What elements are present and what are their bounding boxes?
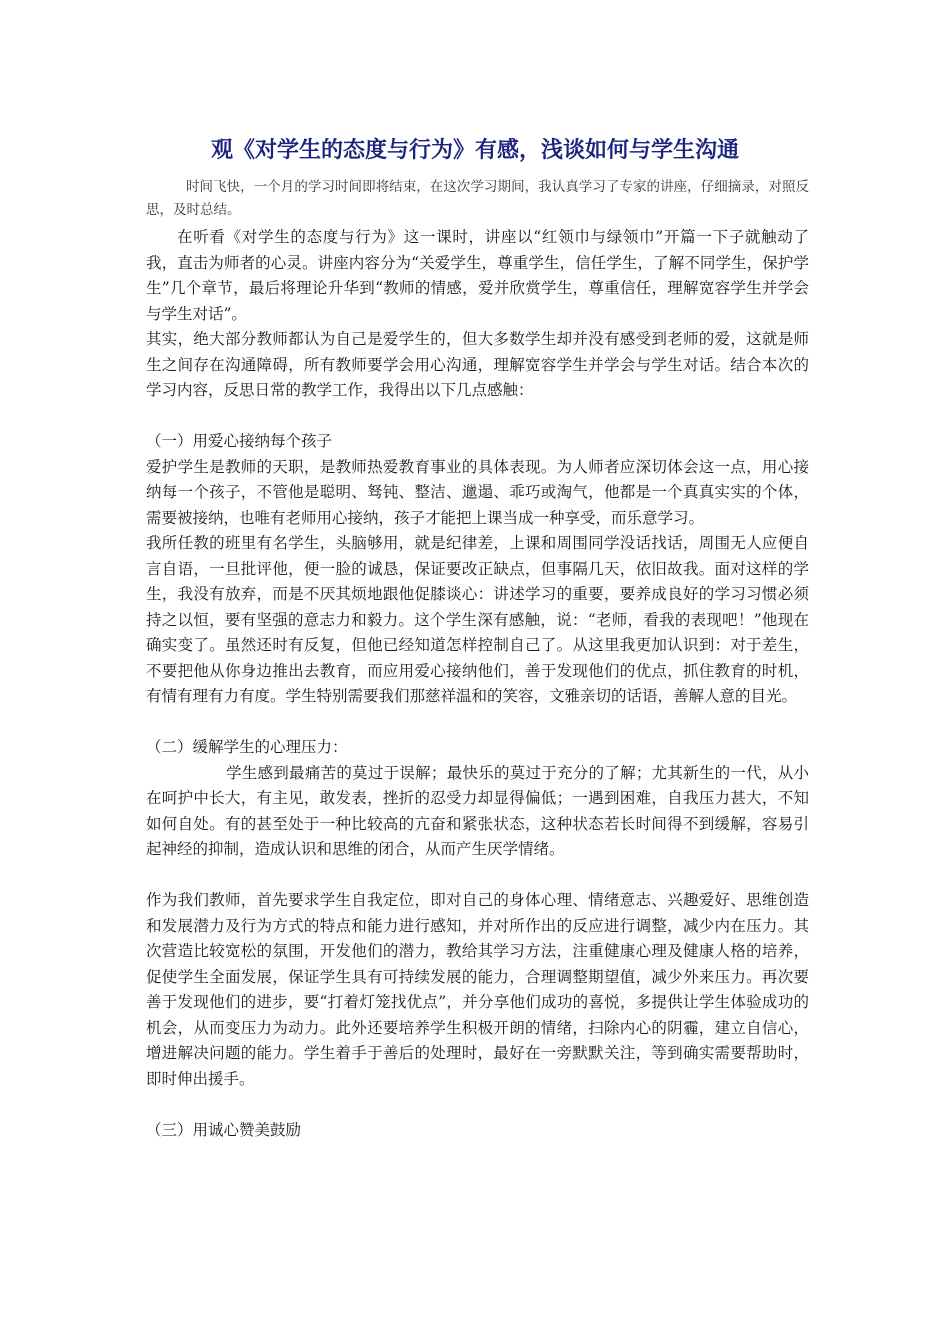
paragraph-teacher-methods: 作为我们教师，首先要求学生自我定位，即对自己的身体心理、情绪意志、兴趣爱好、思维创造和发展潜力及行为方式的特点和能力进行感知，并对所作出的反应进行调整，减少内在压力。其次营造比较宽松的氛围，开发他们的潜力，教给其学习方法，注重健康心理及健康人格的培养，促使学生全面发展，保证学生具有可持续发展的能力，合理调整期望值，减少外来压力。再次要善于发现他们的进步，要“打着灯笼找优点”，并分享他们成功的喜悦，多提供让学生体验成功的机会，从而变压力为动力。此外还要培养学生积极开朗的情绪，扫除内心的阴霾，建立自信心，增进解决问题的能力。学生着手于善后的处理时，最好在一旁默默关注，等到确实需要帮助时，即时伸出援手。: [146, 891, 809, 1088]
section-heading-3: （三）用诚心赞美鼓励: [146, 1120, 302, 1139]
paragraph-student-story: 我所任教的班里有名学生，头脑够用，就是纪律差，上课和周围同学没话找话，周围无人应便自言自语，一旦批评他，便一脸的诚恳，保证要改正缺点，但事隔几天，依旧故我。面对这样的学生，我没有放弃，而是不厌其烦地跟他促膝谈心：讲述学习的重要，要养成良好的学习习惯必须持之以恒，要有坚强的意志力和毅力。这个学生深有感触，说：“老师，看我的表现吧！”他现在确实变了。虽然还时有反复，但他已经知道怎样控制自己了。从这里我更加认识到：对于差生，不要把他从你身边推出去教育，而应用爱心接纳他们，善于发现他们的优点，抓住教育的时机，有情有理有力有度。学生特别需要我们那慈祥温和的笑容，文雅亲切的话语，善解人意的目光。: [146, 534, 809, 705]
section-heading-2: （二）缓解学生的心理压力：: [146, 738, 348, 756]
paragraph-lecture-summary: 在听看《对学生的态度与行为》这一课时，讲座以“红领巾与绿领巾”开篇一下子就触动了我，直击为师者的心灵。讲座内容分为“关爱学生，尊重学生，信任学生，了解不同学生，保护学生”几个章节，最后将理论升华到“教师的情感，爱并欣赏学生，尊重信任，理解宽容学生并学会与学生对话”。: [146, 228, 809, 323]
blank-line: [146, 1092, 809, 1118]
section-heading-1: （一）用爱心接纳每个孩子: [146, 432, 333, 450]
document-title: 观《对学生的态度与行为》有感，浅谈如何与学生沟通: [210, 138, 739, 163]
blank-line: [146, 863, 809, 889]
paragraph-reflection: 其实，绝大部分教师都认为自己是爱学生的，但大多数学生却并没有感受到老师的爱，这就是师生之间存在沟通障碍，所有教师要学会用心沟通，理解宽容学生并学会与学生对话。结合本次的学习内容，反思日常的教学工作，我得出以下几点感触：: [146, 330, 809, 399]
document-body: [146, 176, 809, 1143]
blank-line: [146, 404, 809, 430]
paragraph-student-pressure: 学生感到最痛苦的莫过于误解；最快乐的莫过于充分的了解；尤其新生的一代，从小在呵护中长大，有主见，敢发表，挫折的忍受力却显得偏低；一遇到困难，自我压力甚大，不知如何自处。有的甚至处于一种比较高的亢奋和紧张状态，这种状态若长时间得不到缓解，容易引起神经的抑制，造成认识和思维的闭合，从而产生厌学情绪。: [146, 763, 809, 858]
intro-paragraph: 时间飞快，一个月的学习时间即将结束，在这次学习期间，我认真学习了专家的讲座，仔细摘录，对照反思，及时总结。: [146, 179, 809, 218]
paragraph-accept-children: 爱护学生是教师的天职，是教师热爱教育事业的具体表现。为人师者应深切体会这一点，用心接纳每一个孩子，不管他是聪明、驽钝、整洁、邋遢、乖巧或淘气，他都是一个真真实实的个体，需要被接纳，也唯有老师用心接纳，孩子才能把上课当成一种享受，而乐意学习。: [146, 457, 809, 527]
blank-line: [146, 710, 809, 736]
